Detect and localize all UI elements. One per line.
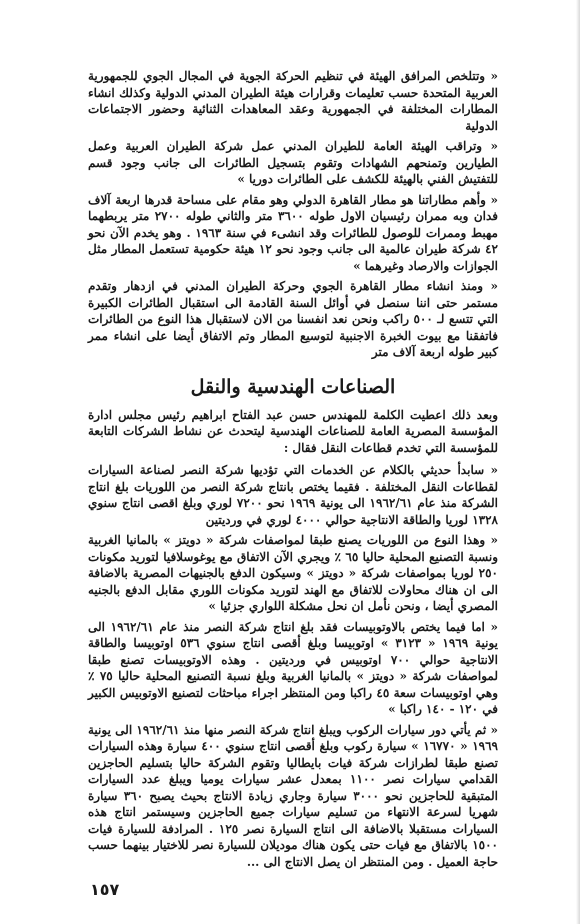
text-column xyxy=(88,68,498,874)
paragraph: « اما فيما يختص بالاوتوبيسات فقد بلغ انتاج شركة النصر منذ عام ١٩٦٢/٦١ الى يونية ١٩٦٩ « ٣١٢٣ » اوتوبيسا وبلغ أقصى انتاج سنوي ٥٣٦ اوتوبيسا والطاقة الانتاجية حوالي ٧٠٠ اوتوبيس في ورديتين . وهذه الاوتوبيسات تصنع طبقا لمواصفات شركة « دويتز » بالمانيا الغربية وبلغ نسبة التصنيع المحلية حاليا ٧٥ ٪ وهي اوتوبيسات سعة ٤٥ راكبا ومن المنتظر اجراء مباحثات لتصنيع الاوتوبيس الكبير في ١٢٠ - ١٤٠ راكبا » xyxy=(88,619,499,716)
paragraph: « وتتلخص المرافق الهيئة في تنظيم الحركة الجوية في المجال الجوي للجمهورية العربية المتحدة حسب تعليمات وقرارات هيئة الطيران المدني الدولية وكذلك انشاء المطارات المختلفة في الجمهورية وعقد المعاهدات الثنائية وحضور الاجتماعات الدولية xyxy=(88,69,498,133)
paragraph: وبعد ذلك اعطيت الكلمة للمهندس حسن عبد الفتاح ابراهيم رئيس مجلس ادارة المؤسسة المصرية العامة للصناعات الهندسية ليتحدث عن نشاط الشركات التابعة للمؤسسة التي تخدم قطاعات النقل فقال : xyxy=(88,407,498,455)
paragraph: « وهذا النوع من اللوريات يصنع طبقا لمواصفات شركة « دويتز » بالمانيا الغربية ونسبة التصنيع المحلية حاليا ٦٥ ٪ ويجري الآن الاتفاق مع يوغوسلافيا لتوريد مكونات ٢٥٠ لوريا بمواصفات شركة « دويتز » وسيكون الدفع بالجنيهات المصرية بالاضافة الى ان هناك محاولات للاتفاق مع الهند لتوريد مكونات اللوري مقابل الدفع بالجنيه المصري أيضا ، ونحن نأمل ان نحل مشكلة اللواري جزئيا » xyxy=(88,533,498,613)
page-number: ١٥٧ xyxy=(90,880,120,899)
scan-edge-shadow xyxy=(576,0,580,924)
paragraph: « ومنذ انشاء مطار القاهرة الجوي وحركة الطيران المدني في ازدهار وتقدم مستمر حتى اننا سنصل في أوائل السنة القادمة الى استقبال الطائرات الكبيرة التي تتسع لـ ٥٠٠ راكب ونحن نعد انفسنا من الان لاستقبال هذا النوع من الطائرات فاتفقنا مع بيوت الخبرة الاجنبية لتوسيع المطار وتم الاتفاق أيضا على انشاء ممر كبير طوله اربعة آلاف متر xyxy=(88,279,499,359)
paragraph: « وتراقب الهيئة العامة للطيران المدني عمل شركة الطيران العربية وعمل الطيارين وتمنحهم الشهادات وتقوم بتسجيل الطائرات الى جانب وجود قسم للتفتيش الفني بالهيئة للكشف على الطائرات دوريا » xyxy=(88,139,498,186)
section-heading: الصناعات الهندسية والنقل xyxy=(190,375,396,398)
paragraph: « سابدأ حديثي بالكلام عن الخدمات التي تؤديها شركة النصر لصناعة السيارات لقطاعات النقل المختلفة . فقيما يختص بانتاج شركة النصر من اللوريات بلغ انتاج الشركة منذ عام ١٩٦٢/٦١ الى يونية ١٩٦٩ نحو ٧٢٠٠ لوري وبلغ اقصى انتاج سنوي ١٣٢٨ لوريا والطاقة الانتاجية حوالي ٤٠٠٠ لوري في ورديتين xyxy=(88,463,498,527)
paragraph: « وأهم مطاراتنا هو مطار القاهرة الدولي وهو مقام على مساحة قدرها اربعة آلاف فدان وبه ممران رئيسيان الاول طوله ٣٦٠٠ متر والثاني طوله ٢٧٠٠ متر يربطهما مهبط وممرات للوصول للطائرات وقد انشىء في سنة ١٩٦٣ . وهو يخدم الآن نحو ٤٢ شركة طيران عالمية الى جانب وجود نحو ١٢ هيئة حكومية تستعمل المطار مثل الجوازات والارصاد وغيرهما » xyxy=(88,192,499,273)
paragraph: « ثم يأتي دور سيارات الركوب ويبلغ انتاج شركة النصر منها منذ ١٩٦٢/٦١ الى يونية ١٩٦٩ « ١٦٧٧٠ » سيارة ركوب وبلغ أقصى انتاج سنوي ٤٠٠ سيارة وهذه السيارات تصنع طبقا لطرازات شركة فيات بايطاليا وتقوم الشركة حاليا بتسليم الحاجزين القدامي سيارات نصر ١١٠٠ بمعدل عشر سيارات يوميا ويبلغ عدد السيارات المتبقية للحاجزين نحو ٣٠٠٠ سيارة وجاري زيادة الانتاج بحيث يصبح ٣٦٠ سيارة شهريا لسرعة الانتهاء من تسليم سيارات جميع الحاجزين وسيستمر انتاج هذه السيارات مستقبلا بالاضافة الى انتاج السيارة نصر ١٢٥ . المرادفة للسيارة فيات ١٥٠٠ بالاتفاق مع فيات حتى يكون هناك موديلان للسيارة نصر للاختيار بينهما حسب حاجة العميل . ومن المنتظر ان يصل الانتاج الى ... xyxy=(88,722,499,869)
